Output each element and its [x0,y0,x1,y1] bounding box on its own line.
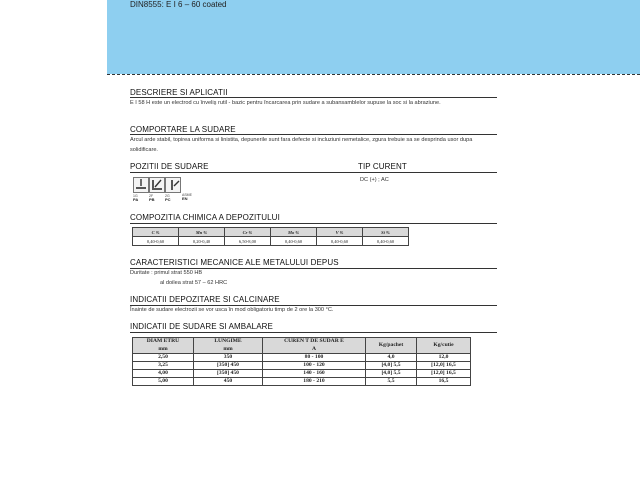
table-cell: 100 - 120 [263,362,366,370]
table-cell: 450 [194,378,263,386]
header-band [107,0,640,74]
packaging-table [132,337,471,386]
position-code: PA [133,197,139,202]
section-title-descriere: DESCRIERE SI APLICATII [130,88,228,97]
table-cell: 0,40-0,60 [363,237,409,246]
table-cell: 5,5 [366,378,417,386]
table-cell: [4,0] 5,5 [366,370,417,378]
table-cell: 12,0 [417,354,471,362]
position-label: 2G [165,194,170,198]
depozitare-text: Înainte de sudare electrozii se vor usca în mod obligatoriu timp de 2 ore la 300 °C. [130,307,334,313]
horizontal-fillet-icon [149,177,165,193]
product-standard-title: DIN8555: E I 6 – 60 coated [130,0,227,9]
table-cell: 0,40-0,60 [133,237,179,246]
table-cell: 16,5 [417,378,471,386]
table-header-cell: V % [317,228,363,237]
descriere-text: E I 58 H este un electrod cu înveliş rutil - bazic pentru încarcarea prin sudare a subansamblelor supuse la soc si la abraziune. [130,100,441,106]
flat-position-icon [133,177,149,193]
section-title-pozitii: POZITII DE SUDARE [130,162,209,171]
legend-asme: ASME [182,193,192,197]
table-cell: 0,40-0,60 [271,237,317,246]
comportare-text: Arcul arde stabil, topirea uniforma si linistita, depunerile sunt fara defecte si incluziuni nemetalice, zgura trebuie sa se desprinda usor dupa solidificare. [130,137,473,153]
section-rule [130,268,497,269]
table-cell: [4,0] 5,5 [366,362,417,370]
legend-en: EN [182,196,188,201]
section-rule [130,134,497,135]
table-cell: 2,50 [133,354,194,362]
table-cell: 0,40-0,60 [317,237,363,246]
table-row [133,362,471,370]
table-row [133,378,471,386]
section-title-tip-curent: TIP CURENT [358,162,407,171]
mecanice-line-2: al doilea strat 57 – 62 HRC [160,280,228,286]
section-title-depozitare: INDICATII DEPOZITARE SI CALCINARE [130,295,280,304]
position-pa [133,177,149,202]
table-header-cell: Kg/pachet [366,338,417,354]
table-cell: 0,20-0,40 [179,237,225,246]
section-title-mecanice: CARACTERISTICI MECANICE ALE METALULUI DEPUS [130,258,339,267]
position-standard-legend [182,192,198,201]
header-divider [107,74,640,75]
table-header-cell: DIAM ETRU mm [133,338,194,354]
table-cell: 6,50-8,00 [225,237,271,246]
horizontal-position-icon [165,177,181,193]
section-title-ambalare: INDICATII DE SUDARE SI AMBALARE [130,322,273,331]
position-label: 1G [133,194,138,198]
table-row [133,354,471,362]
table-cell: 140 - 160 [263,370,366,378]
table-header-row [133,228,409,237]
table-header-cell: Si % [363,228,409,237]
table-cell: [12,0] 16,5 [417,370,471,378]
table-header-cell: LUNGIME mm [194,338,263,354]
table-header-cell: Cr % [225,228,271,237]
table-header-row [133,338,471,354]
position-label: 2F [149,194,154,198]
section-rule [130,223,497,224]
table-cell: 4,00 [133,370,194,378]
table-cell: 180 - 210 [263,378,366,386]
table-row [133,237,409,246]
table-cell: [350] 450 [194,362,263,370]
chemical-composition-table [132,227,409,246]
table-header-cell: Mn % [179,228,225,237]
table-header-cell: Mo % [271,228,317,237]
table-row [133,370,471,378]
section-rule [130,172,497,173]
table-cell: 3,25 [133,362,194,370]
table-cell: [12,0] 16,5 [417,362,471,370]
mecanice-line-1: Duritate : primul strat 550 HB [130,270,203,276]
position-code: PC [165,197,171,202]
section-title-comportare: COMPORTARE LA SUDARE [130,125,236,134]
table-cell: 5,00 [133,378,194,386]
table-header-cell: C % [133,228,179,237]
section-title-compozitie: COMPOZITIA CHIMICA A DEPOZITULUI [130,213,280,222]
section-rule [130,97,497,98]
table-cell: 350 [194,354,263,362]
table-header-cell: Kg/cutie [417,338,471,354]
section-rule [130,332,497,333]
position-pb [149,177,165,202]
tip-curent-text: DC (+) ; AC [360,177,389,183]
table-cell: 4,0 [366,354,417,362]
table-cell: [350] 450 [194,370,263,378]
section-rule [130,305,497,306]
table-cell: 80 - 100 [263,354,366,362]
position-pc [165,177,181,202]
position-code: PB [149,197,155,202]
table-header-cell: CUREN T DE SUDAR E A [263,338,366,354]
